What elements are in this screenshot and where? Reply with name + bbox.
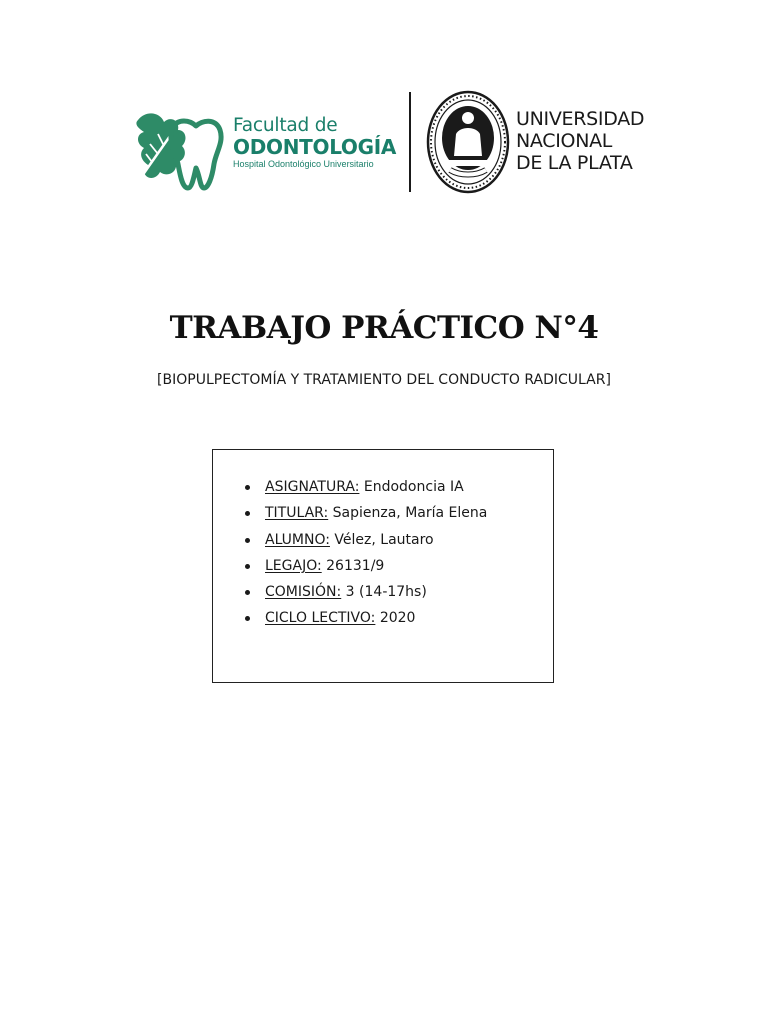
university-name-line3: DE LA PLATA [516, 152, 633, 174]
university-name-line1: UNIVERSIDAD [516, 108, 645, 130]
faculty-logo [128, 98, 397, 188]
faculty-name-line1: Facultad de [233, 115, 338, 136]
info-box [212, 449, 554, 683]
university-name [516, 108, 644, 174]
info-label: ASIGNATURA: [265, 479, 360, 495]
info-value: 3 (14-17hs) [341, 584, 427, 601]
document-subtitle: [BIOPULPECTOMÍA Y TRATAMIENTO DEL CONDUCTO RADICULAR] [157, 372, 611, 388]
bullet-icon [245, 616, 250, 621]
document-title: TRABAJO PRÁCTICO N°4 [169, 310, 599, 346]
info-item-comision [243, 579, 487, 605]
bullet-icon [245, 511, 250, 516]
info-value: 26131/9 [321, 557, 385, 574]
tooth-leaf-icon [128, 102, 228, 192]
info-label: ALUMNO: [265, 531, 330, 548]
info-item-ciclo-lectivo [243, 605, 487, 631]
info-value: Sapienza, María Elena [328, 505, 488, 522]
info-label: COMISIÓN: [265, 584, 342, 601]
unlp-seal-icon [426, 90, 510, 194]
faculty-logo-text [233, 115, 397, 170]
faculty-hospital-line: Hospital Odontológico Universitario [233, 159, 374, 169]
bullet-icon [245, 485, 250, 490]
logo-divider [409, 92, 411, 192]
info-value: Endodoncia IA [359, 479, 464, 495]
info-label: TITULAR: [265, 505, 329, 522]
bullet-icon [245, 564, 250, 569]
university-name-line2: NACIONAL [516, 130, 613, 152]
header-logos [128, 90, 645, 194]
info-value: Vélez, Lautaro [329, 531, 434, 548]
info-item-legajo [243, 553, 487, 579]
info-item-asignatura [243, 474, 487, 500]
bullet-icon [245, 538, 250, 543]
faculty-name-line2: ODONTOLOGÍA [233, 135, 397, 159]
info-label: CICLO LECTIVO: [265, 610, 376, 627]
info-label: LEGAJO: [265, 557, 322, 574]
info-list [243, 474, 487, 632]
info-value: 2020 [375, 610, 416, 627]
info-item-titular [243, 500, 487, 526]
bullet-icon [245, 590, 250, 595]
info-item-alumno [243, 527, 487, 553]
